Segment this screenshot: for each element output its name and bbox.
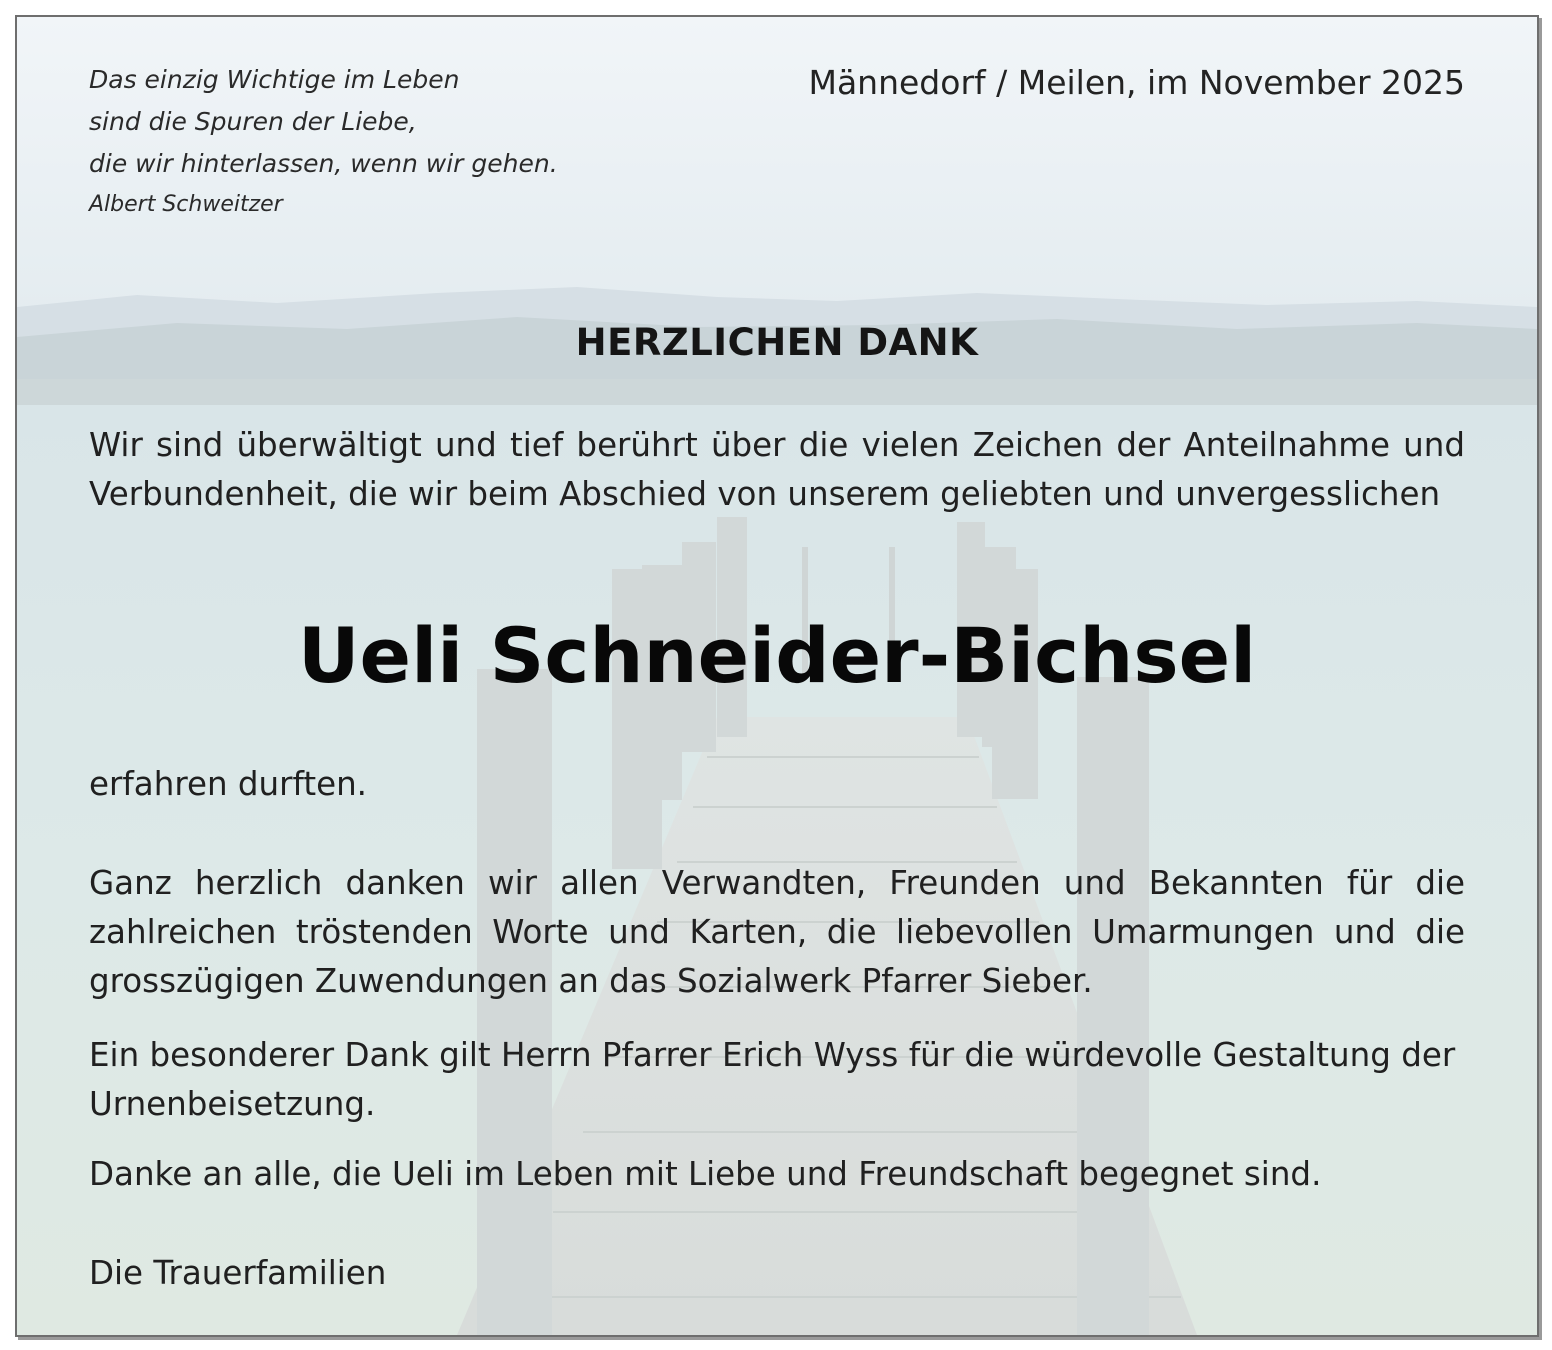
page-title: HERZLICHEN DANK bbox=[575, 321, 979, 364]
quote-author: Albert Schweitzer bbox=[89, 192, 283, 217]
place-date: Männedorf / Meilen, im November 2025 bbox=[808, 63, 1465, 102]
thanks-paragraph-1: Ganz herzlich danken wir allen Verwandten, Freunden und Bekannten für die zahlreichen tröstenden Worte und Karten, die liebevollen Umarmungen und die grosszügigen Zuwendungen an das Sozialwerk Pfarrer Sieber. bbox=[89, 864, 1465, 1000]
thanks-paragraph-2: Ein besonderer Dank gilt Herrn Pfarrer Erich Wyss für die würdevolle Gestaltung der Urnenbeisetzung. bbox=[89, 1036, 1456, 1123]
thanks-paragraph-3: Danke an alle, die Ueli im Leben mit Liebe und Freundschaft begegnet sind. bbox=[89, 1155, 1322, 1193]
quote-line-1: Das einzig Wichtige im Leben bbox=[89, 65, 460, 94]
intro-paragraph: Wir sind überwältigt und tief berührt über die vielen Zeichen der Anteilnahme und Verbundenheit, die wir beim Abschied von unserem geliebten und unvergesslichen bbox=[89, 426, 1465, 513]
quote-line-3: die wir hinterlassen, wenn wir gehen. bbox=[89, 149, 558, 178]
signature: Die Trauerfamilien bbox=[89, 1254, 387, 1292]
deceased-name: Ueli Schneider-Bichsel bbox=[297, 611, 1257, 700]
intro-end: erfahren durften. bbox=[89, 765, 368, 803]
quote-line-2: sind die Spuren der Liebe, bbox=[89, 107, 417, 136]
obituary-card bbox=[15, 15, 1539, 1337]
epigraph-quote bbox=[89, 59, 649, 225]
